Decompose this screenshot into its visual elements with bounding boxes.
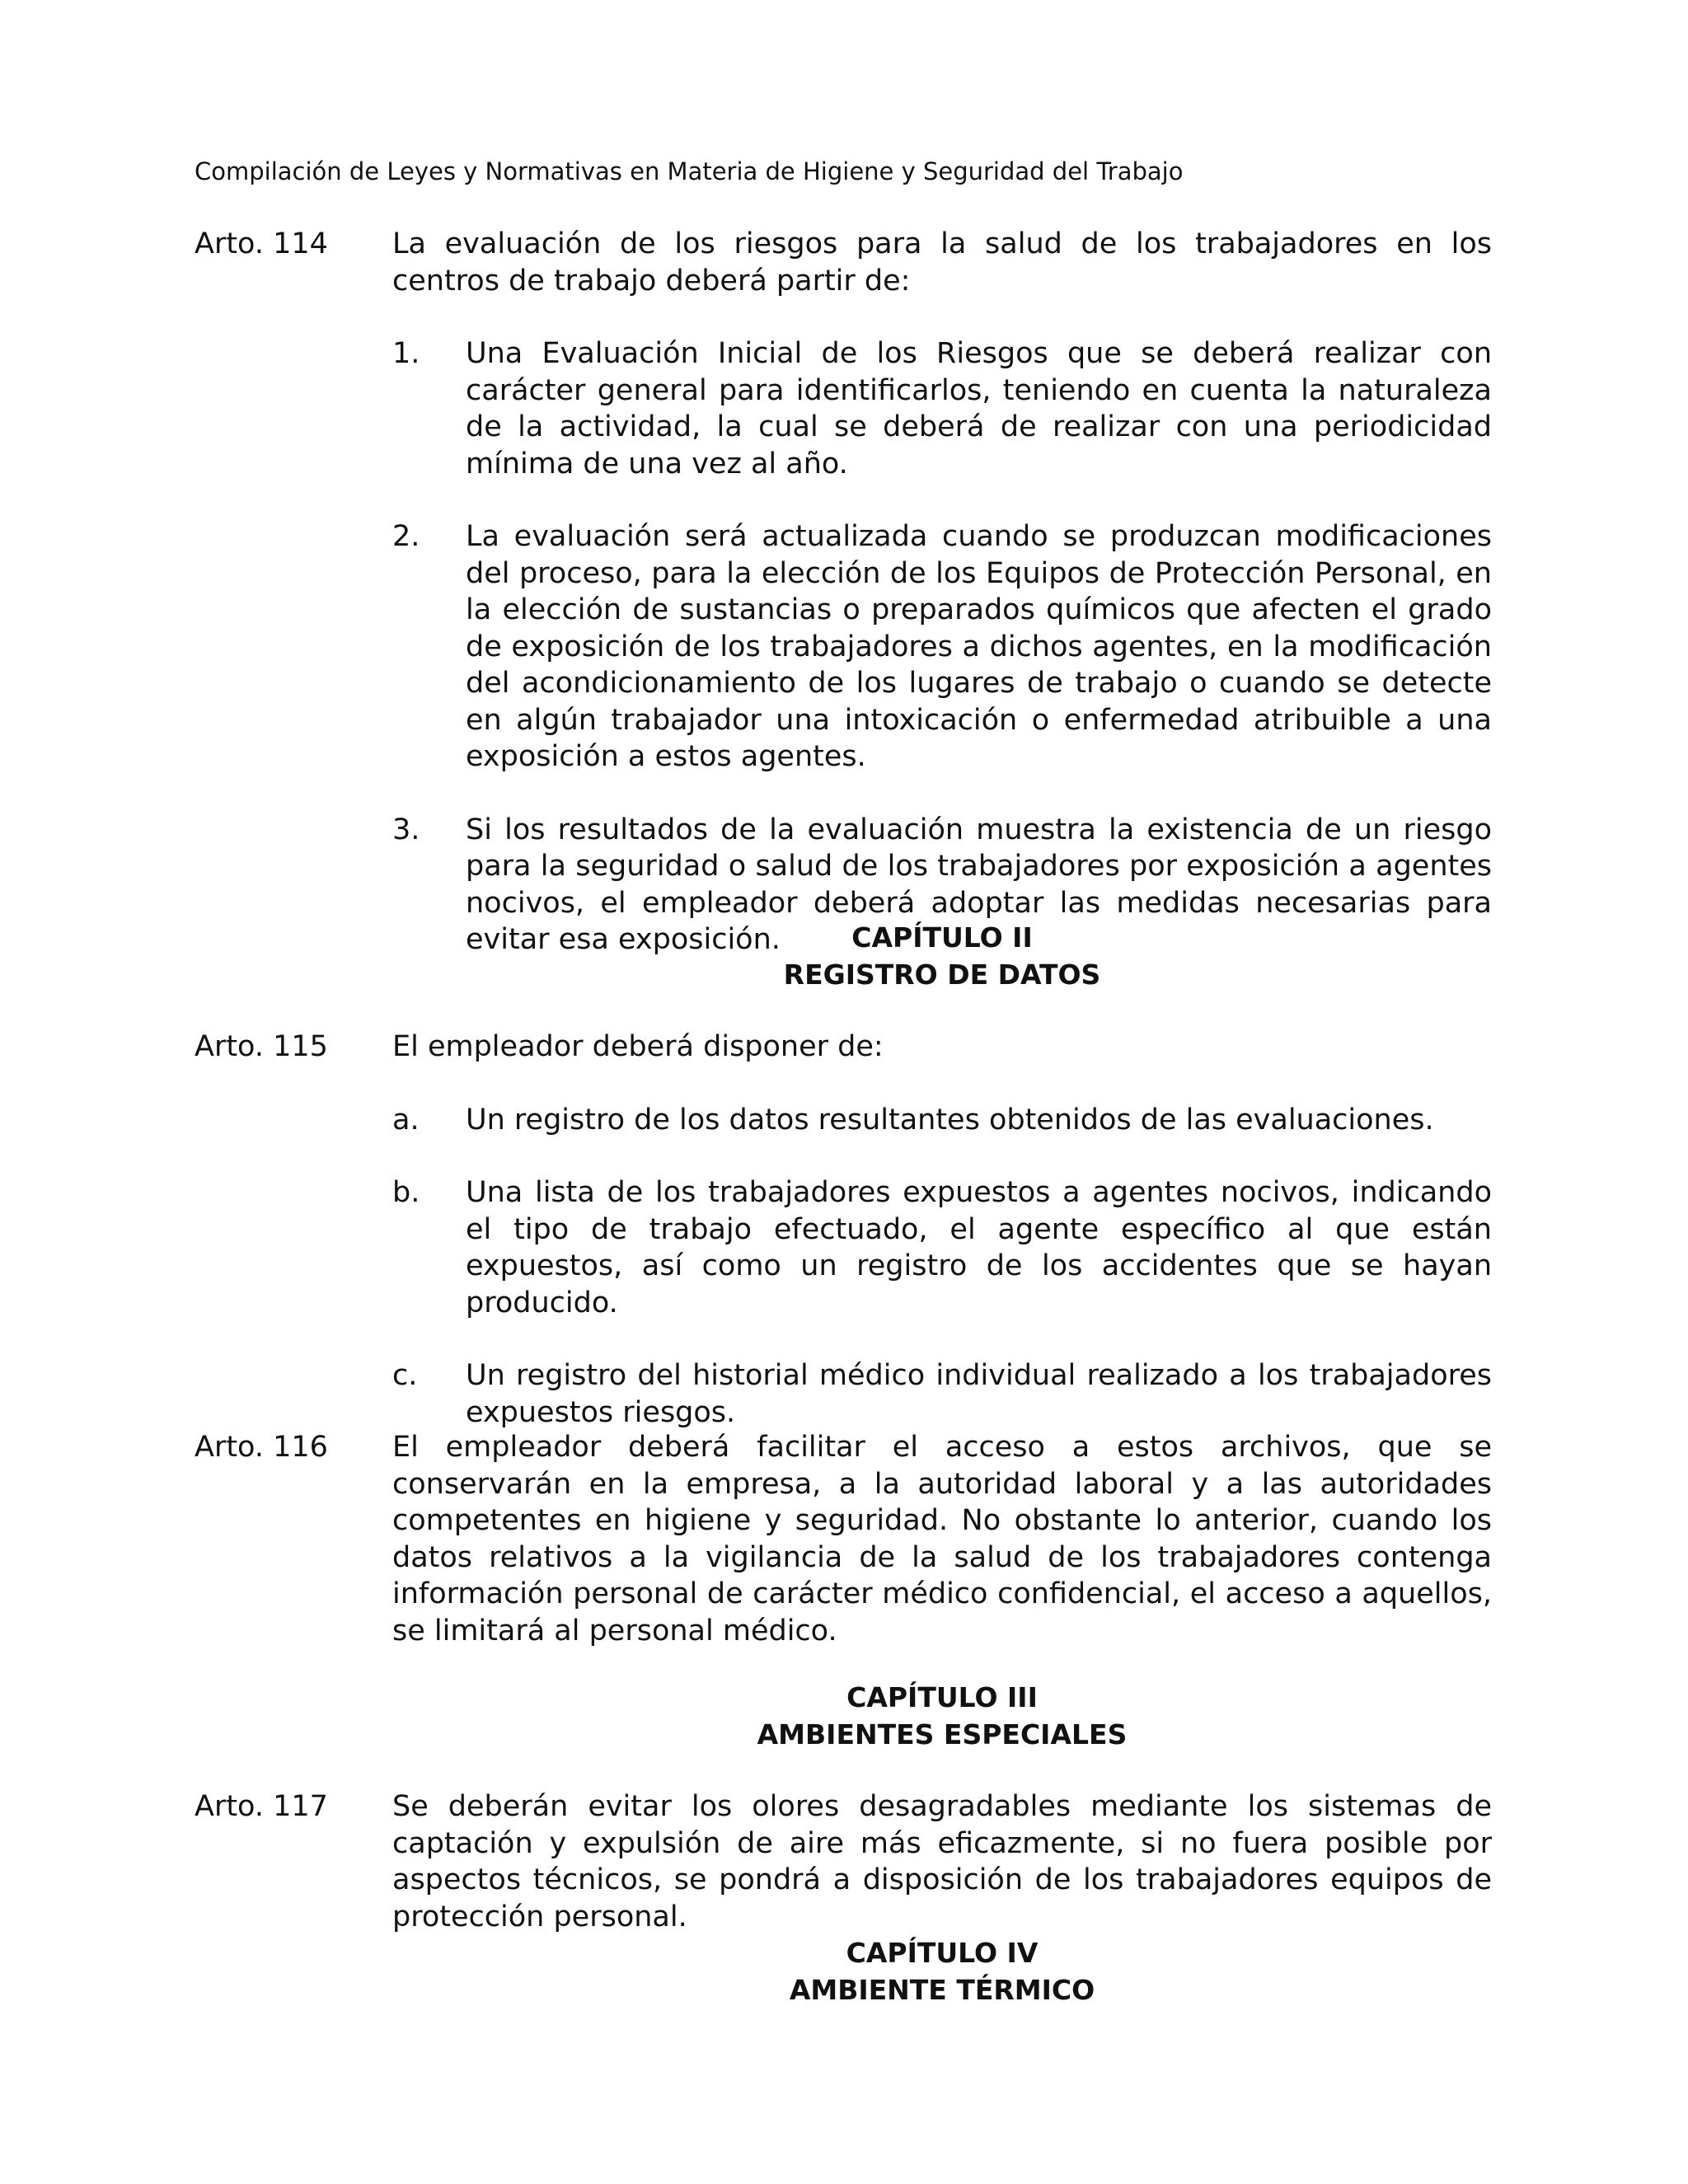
- list-item: [392, 518, 1492, 776]
- article-text: El empleador deberá facilitar el acceso a estos archivos, que se conservarán en la empresa, a la autoridad laboral y a las autoridades competentes en higiene y seguridad. No obstante lo anterior, cuando los datos relativos a la vigilancia de la salud de los trabajadores contenga información personal de carácter médico confidencial, el acceso a aquellos, se limitará al personal médico.: [392, 1431, 1492, 1647]
- article-text: Se deberán evitar los olores desagradables mediante los sistemas de captación y expulsión de aire más eficazmente, si no fuera posible por aspectos técnicos, se pondrá a disposición de los trabajadores equipos de protección personal.: [392, 1790, 1492, 1933]
- item-text: Un registro del historial médico individual realizado a los trabajadores expuestos riesgos.: [466, 1359, 1492, 1429]
- chapter-title: AMBIENTE TÉRMICO: [789, 1973, 1095, 2006]
- article-label: Arto. 117: [195, 1790, 328, 1823]
- item-marker: a.: [392, 1103, 420, 1137]
- chapter-heading-3: [195, 1680, 1492, 1753]
- item-text: Si los resultados de la evaluación muestra la existencia de un riesgo para la seguridad o salud de los trabajadores por exposición a agentes nocivos, el empleador deberá adoptar las medidas necesarias para evitar esa exposición.: [466, 813, 1492, 956]
- chapter-number: CAPÍTULO III: [846, 1681, 1038, 1713]
- item-marker: c.: [392, 1359, 418, 1392]
- item-text: Una Evaluación Inicial de los Riesgos que se deberá realizar con carácter general para identificarlos, teniendo en cuenta la naturaleza de la actividad, la cual se deberá de realizar con una periodicidad mínima de una vez al año.: [466, 337, 1492, 480]
- running-header: Compilación de Leyes y Normativas en Materia de Higiene y Seguridad del Trabajo: [195, 157, 1184, 185]
- item-marker: 1.: [392, 337, 420, 370]
- article-116: [195, 1429, 1492, 1649]
- item-marker: 3.: [392, 813, 420, 846]
- chapter-number: CAPÍTULO II: [851, 921, 1033, 954]
- item-text: La evaluación será actualizada cuando se produzcan modificaciones del proceso, para la elección de los Equipos de Protección Personal, en la elección de sustancias o preparados químicos que afecten el grado de exposición de los trabajadores a dichos agentes, en la modificación del acondicionamiento de los lugares de trabajo o cuando se detecte en algún trabajador una intoxicación o enfermedad atribuible a una exposición a estos agentes.: [466, 520, 1492, 773]
- item-text: Una lista de los trabajadores expuestos a agentes nocivos, indicando el tipo de trabajo efectuado, el agente específico al que están expuestos, así como un registro de los accidentes que se hayan producido.: [466, 1176, 1492, 1319]
- list-item: [392, 1357, 1492, 1431]
- chapter-heading-2: [195, 920, 1492, 993]
- item-marker: b.: [392, 1176, 420, 1209]
- article-text: La evaluación de los riesgos para la salud de los trabajadores en los centros de trabajo deberá partir de:: [392, 227, 1492, 298]
- chapter-heading-4: [195, 1935, 1492, 2008]
- item-marker: 2.: [392, 520, 420, 553]
- list-item: [392, 335, 1492, 482]
- article-label: Arto. 115: [195, 1030, 328, 1063]
- chapter-title: AMBIENTES ESPECIALES: [757, 1718, 1128, 1750]
- article-115: [195, 1029, 1492, 1431]
- list-item: [392, 1102, 1492, 1139]
- article-label: Arto. 114: [195, 227, 328, 260]
- chapter-title: REGISTRO DE DATOS: [783, 958, 1101, 991]
- article-label: Arto. 116: [195, 1431, 328, 1464]
- article-item-list: [392, 335, 1492, 958]
- list-item: [392, 1174, 1492, 1321]
- article-114: [195, 226, 1492, 958]
- article-text: El empleador deberá disponer de:: [392, 1030, 884, 1063]
- article-117: [195, 1788, 1492, 1935]
- chapter-number: CAPÍTULO IV: [846, 1937, 1039, 1969]
- item-text: Un registro de los datos resultantes obtenidos de las evaluaciones.: [466, 1103, 1434, 1137]
- article-item-list: [392, 1102, 1492, 1432]
